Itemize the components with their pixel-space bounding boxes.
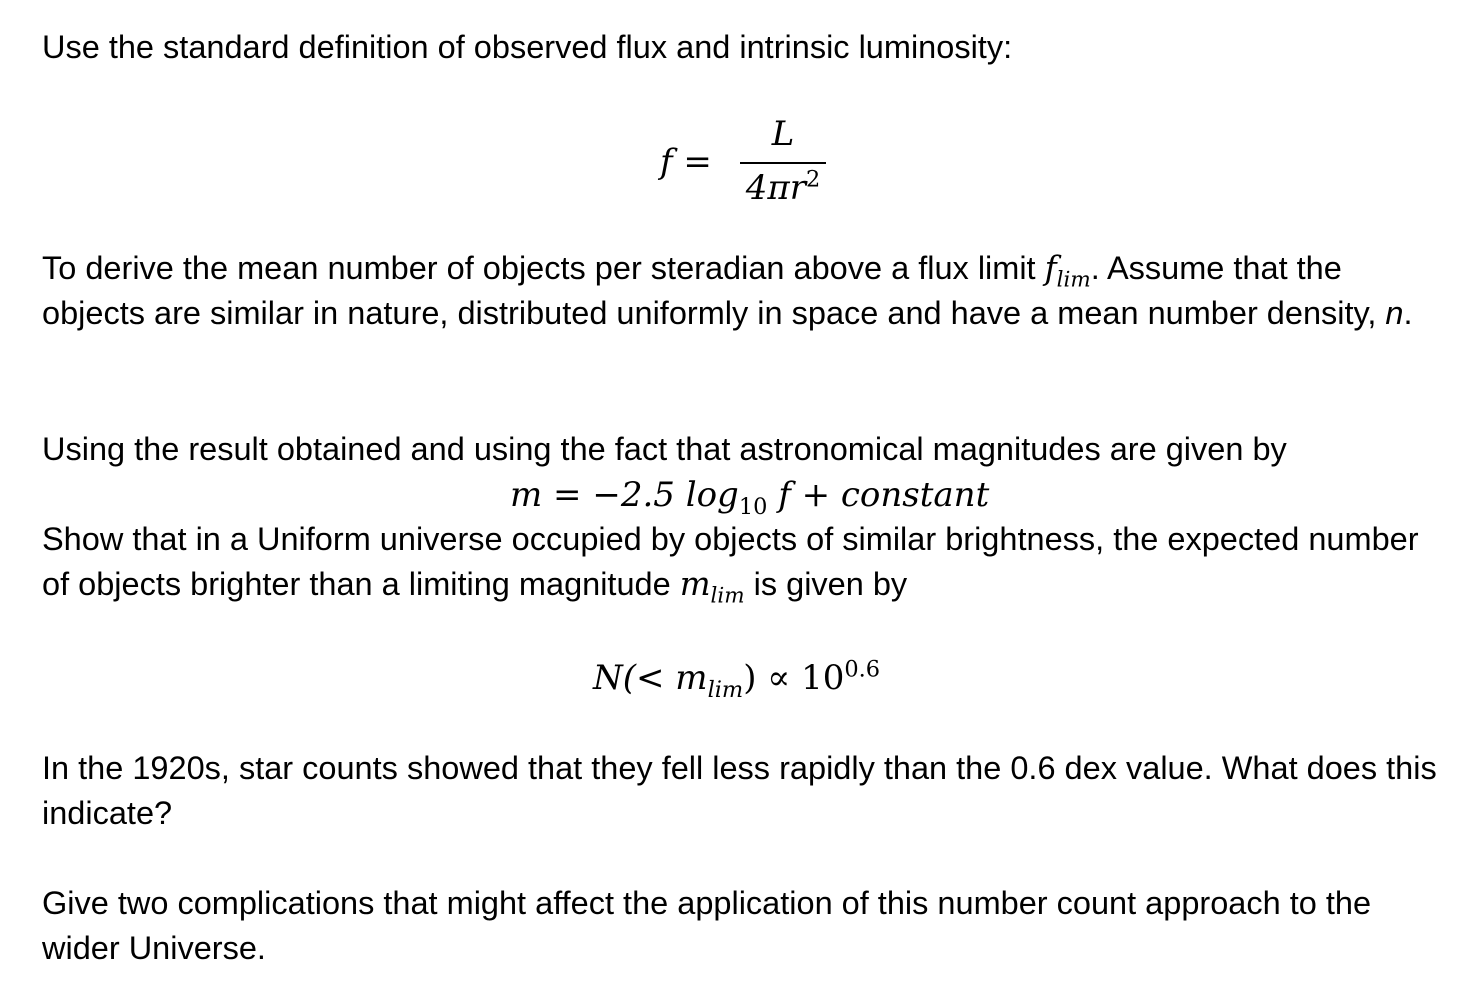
derive-text-end: . bbox=[1403, 295, 1413, 331]
show-text-post: is given by bbox=[744, 566, 908, 602]
derive-text-pre: To derive the mean number of objects per steradian above a flux limit bbox=[42, 250, 1045, 286]
magnitude-equation bbox=[510, 473, 990, 520]
magnitude-eq-lhs: m = −2.5 log bbox=[510, 475, 739, 515]
magnitude-eq-rhs: f + constant bbox=[767, 475, 990, 515]
count-eq-pre: N(< m bbox=[593, 658, 708, 698]
flux-limit-sub: lim bbox=[1056, 267, 1091, 293]
limiting-magnitude-sub: lim bbox=[710, 583, 745, 609]
show-paragraph bbox=[42, 517, 1452, 607]
count-eq-sub: lim bbox=[707, 676, 744, 703]
intro-text: Use the standard definition of observed flux and intrinsic luminosity: bbox=[42, 29, 1013, 65]
limiting-magnitude-var bbox=[679, 565, 745, 609]
derive-text-post: . Assume that the objects are similar in nature, distributed uniformly in space and have a mean number density, bbox=[42, 250, 1386, 331]
flux-denominator-exponent: 2 bbox=[805, 166, 821, 193]
count-eq-mid: ) ∝ 10 bbox=[743, 658, 845, 698]
star-counts-paragraph: In the 1920s, star counts showed that they fell less rapidly than the 0.6 dex value. What does this indicate? bbox=[42, 750, 1437, 831]
flux-denominator-base: 4πr bbox=[745, 168, 806, 208]
derive-paragraph bbox=[42, 246, 1452, 336]
log-subscript: 10 bbox=[738, 493, 768, 520]
flux-denominator bbox=[740, 168, 826, 208]
flux-fraction bbox=[740, 110, 826, 208]
fraction-bar bbox=[740, 162, 826, 164]
flux-limit-base: f bbox=[1044, 249, 1057, 287]
limiting-magnitude-base: m bbox=[679, 565, 711, 603]
complications-paragraph: Give two complications that might affect the application of this number count approach to the wider Universe. bbox=[42, 885, 1372, 966]
count-eq-exp: 0.6 bbox=[844, 656, 881, 683]
density-var: n bbox=[1385, 295, 1404, 331]
flux-equation-lhs: f = bbox=[660, 142, 712, 182]
show-text-pre: Show that in a Uniform universe occupied by objects of similar brightness, the expected number of objects brighter than a limiting magnitude bbox=[42, 521, 1419, 602]
magnitudes-paragraph: Using the result obtained and using the fact that astronomical magnitudes are given by bbox=[42, 431, 1287, 467]
number-count-equation bbox=[593, 656, 881, 703]
flux-limit-var bbox=[1044, 249, 1091, 293]
flux-numerator: L bbox=[771, 114, 795, 154]
